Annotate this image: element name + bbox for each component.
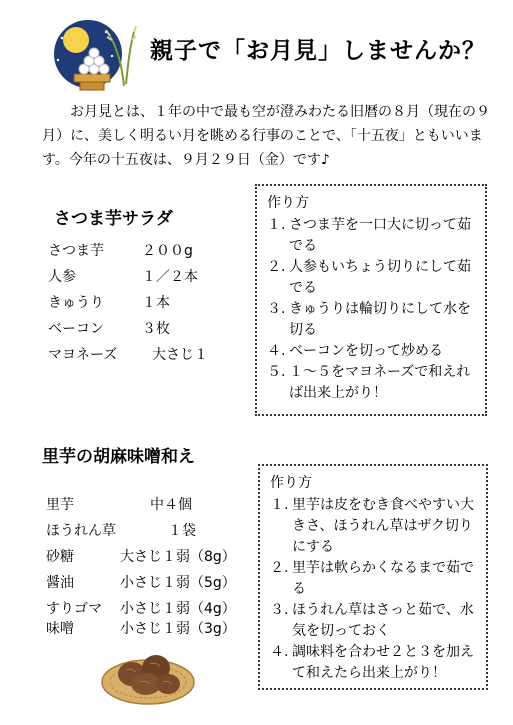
step-number: ２. — [270, 560, 289, 576]
step-text: 人参もいちょう切りにして茹でる — [289, 259, 471, 296]
ingredient-name: マヨネーズ — [48, 347, 118, 363]
method-step — [267, 257, 477, 299]
recipe2-title: 里芋の胡麻味噌和え — [42, 447, 195, 467]
ingredient-qty: ２００g — [142, 243, 193, 259]
step-number: １. — [270, 497, 289, 513]
step-number: ２. — [267, 259, 286, 275]
method-step — [267, 299, 477, 341]
method-step — [267, 215, 477, 257]
step-text: 里芋は軟らかくなるまで茹でる — [292, 560, 474, 597]
intro-paragraph: お月見とは、１年の中で最も空が澄みわたる旧暦の８月（現在の９月）に、美しく明るい月を眺める行事のことで、「十五夜」ともいいます。今年の十五夜は、９月２９日（金）です♪ — [42, 104, 490, 168]
ingredient-name: ほうれん草 — [46, 523, 116, 539]
ingredient-name: さつま芋 — [48, 243, 104, 259]
ingredient-name: すりゴマ — [46, 601, 102, 617]
ingredient-qty: １／２本 — [142, 269, 198, 285]
taro-basket-illustration — [100, 644, 196, 706]
method-heading: 作り方 — [267, 195, 309, 211]
method-step — [270, 558, 478, 600]
step-text: さつま芋を一口大に切って茹でる — [289, 217, 471, 254]
step-number: ４. — [267, 343, 286, 359]
recipe2-method-box — [258, 464, 488, 690]
ingredient-qty: 大さじ１ — [152, 347, 208, 363]
method-step — [267, 362, 477, 404]
method-step — [270, 495, 478, 558]
ingredient-qty: 小さじ１弱（4g） — [120, 601, 236, 617]
ingredient-qty: 中４個 — [150, 497, 192, 513]
ingredient-name: 人参 — [48, 269, 76, 285]
step-number: １. — [267, 217, 286, 233]
ingredient-name: 醤油 — [46, 575, 74, 591]
ingredient-qty: １袋 — [168, 523, 196, 539]
moon-viewing-illustration — [46, 16, 138, 92]
recipe1-ingredient-list — [48, 240, 248, 370]
step-text: きゅうりは輪切りにして水を切る — [289, 301, 471, 338]
step-text: ベーコンを切って炒める — [289, 343, 443, 359]
ingredient-name: 味噌 — [46, 621, 74, 637]
recipe2-ingredient-list — [46, 494, 256, 644]
recipe1-title: さつま芋サラダ — [54, 209, 173, 229]
ingredient-qty: ３枚 — [142, 321, 170, 337]
method-step — [270, 642, 478, 684]
ingredient-qty: 小さじ１弱（3g） — [120, 621, 236, 637]
step-text: １～５をマヨネーズで和えれば出来上がり！ — [289, 364, 471, 401]
step-number: ３. — [270, 602, 289, 618]
ingredient-qty: 大さじ１弱（8g） — [120, 549, 236, 565]
method-step — [267, 341, 477, 362]
page-title: 親子で「お月見」しませんか？ — [150, 38, 486, 64]
step-text: 里芋は皮をむき食べやすい大きさ、ほうれん草はザク切りにする — [292, 497, 474, 555]
ingredient-name: きゅうり — [48, 295, 104, 311]
step-number: ５. — [267, 364, 286, 380]
ingredient-name: 砂糖 — [46, 549, 74, 565]
ingredient-qty: 小さじ１弱（5g） — [120, 575, 236, 591]
recipe1-method-box — [255, 184, 487, 416]
step-text: 調味料を合わせ２と３を加えて和えたら出来上がり！ — [292, 644, 474, 681]
ingredient-name: ベーコン — [48, 321, 104, 337]
ingredient-qty: １本 — [142, 295, 170, 311]
method-heading: 作り方 — [270, 475, 312, 491]
step-number: ４. — [270, 644, 289, 660]
step-text: ほうれん草はさっと茹で、水気を切っておく — [292, 602, 474, 639]
ingredient-name: 里芋 — [46, 497, 74, 513]
step-number: ３. — [267, 301, 286, 317]
method-step — [270, 600, 478, 642]
